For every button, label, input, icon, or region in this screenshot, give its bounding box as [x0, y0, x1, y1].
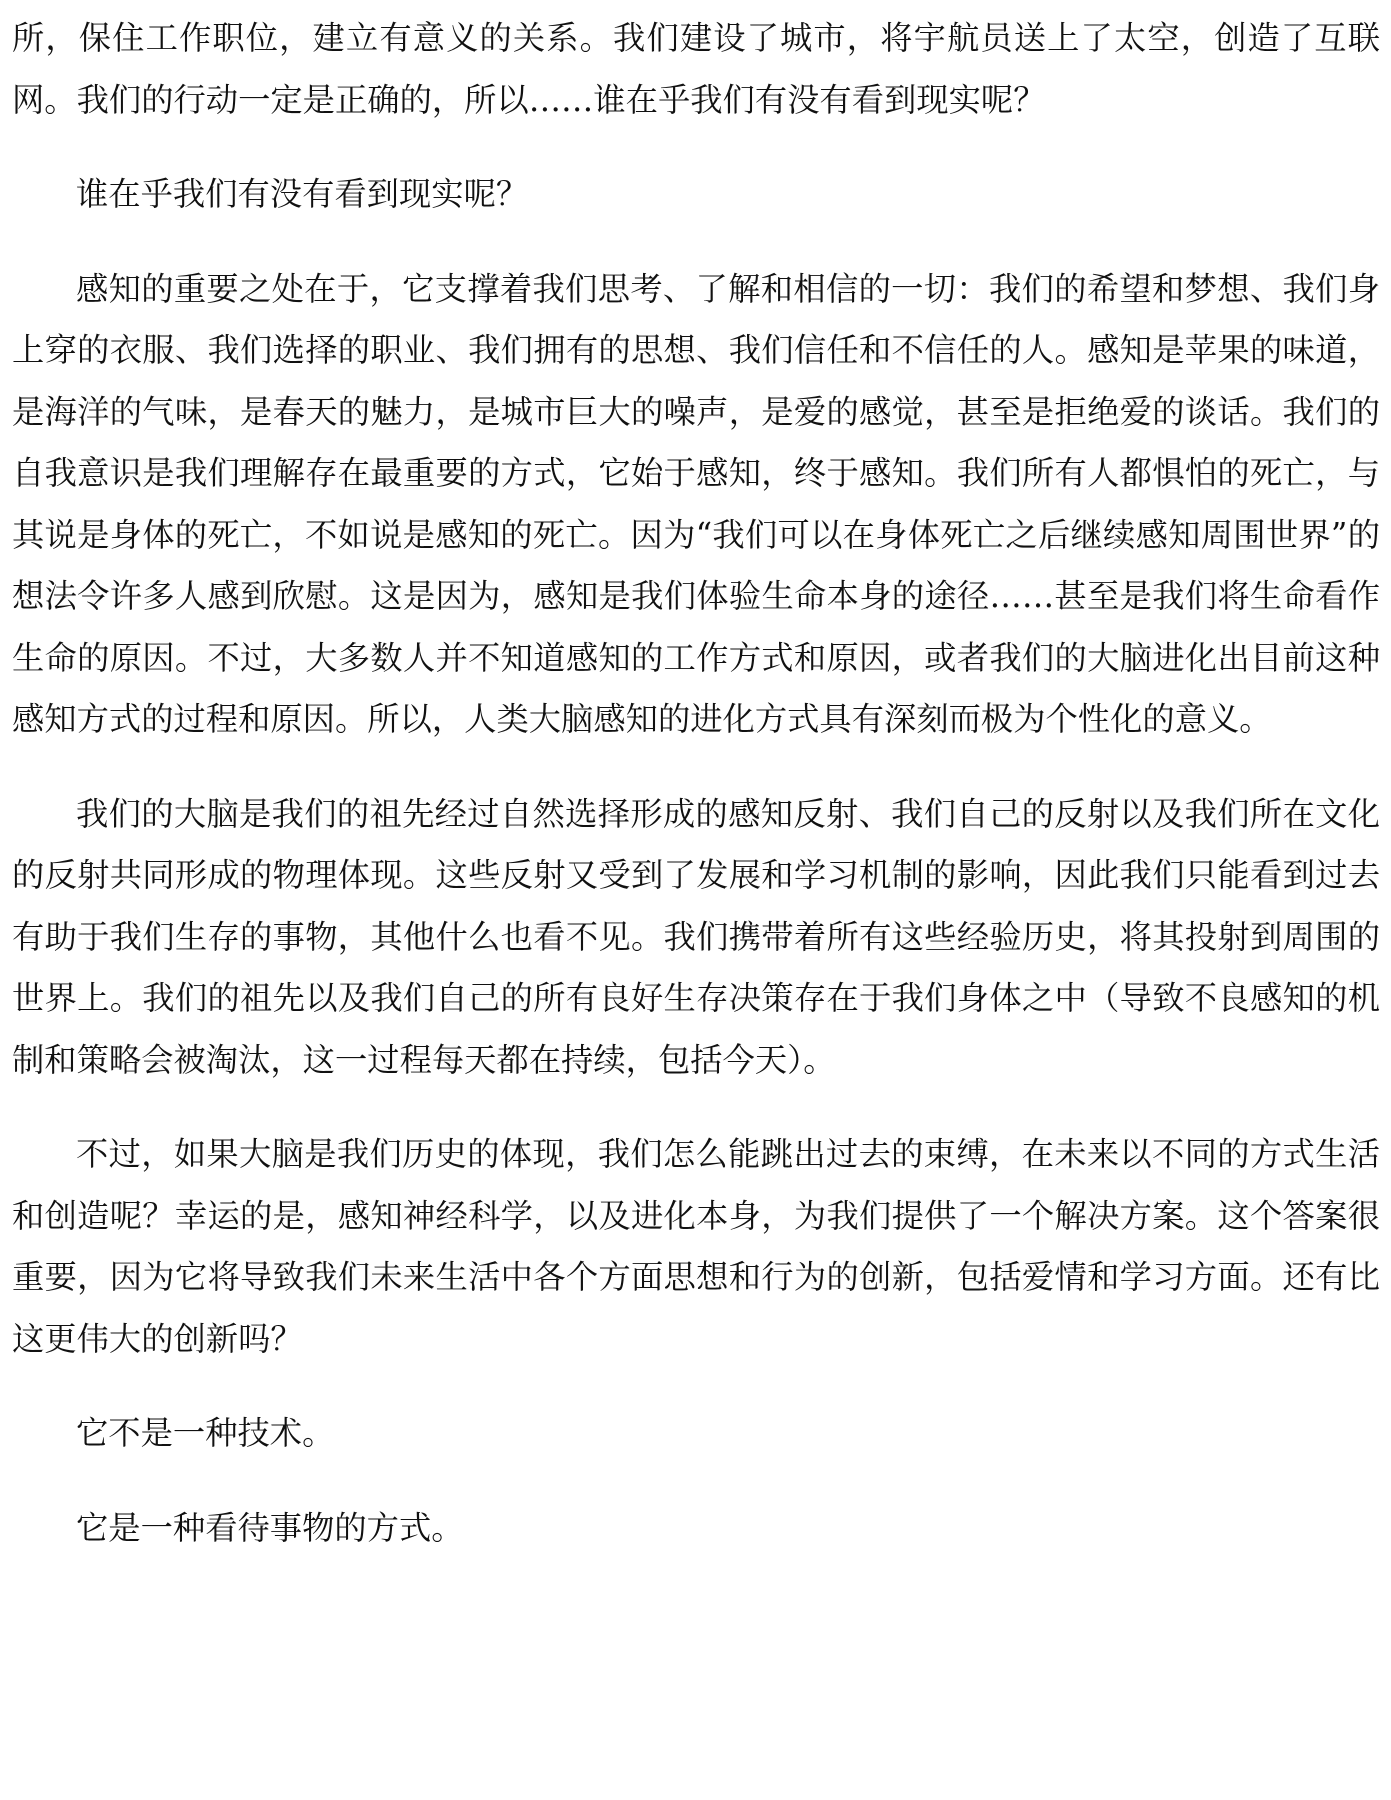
paragraph-way-of-seeing: 它是一种看待事物的方式。 [76, 1508, 464, 1547]
paragraph-question: 谁在乎我们有没有看到现实呢？ [76, 175, 529, 213]
paragraph-perception-importance: 感知的重要之处在于，它支撑着我们思考、了解和相信的一切：我们的希望和梦想、我们身上穿的衣服、我们选择的职业、我们拥有的思想、我们信任和不信任的人。感知是苹果的味道，是海洋的气味，是春天的魅力，是城市巨大的噪声，是爱的感觉，甚至是拒绝爱的谈话。我们的自我意识是我们理解存在最重要的方式，它始于感知，终于感知。我们所有人都惧怕的死亡，与其说是身体的死亡，不如说是感知的死亡。因为“我们可以在身体死亡之后继续感知周围世界”的想法令许多人感到欣慰。这是因为，感知是我们体验生命本身的途径……甚至是我们将生命看作生命的原因。不过，大多数人并不知道感知的工作方式和原因，或者我们的大脑进化出目前这种感知方式的过程和原因。所以，人类大脑感知的进化方式具有深刻而极为个性化的意义。 [12, 269, 1380, 738]
paragraph-future-innovation: 不过，如果大脑是我们历史的体现，我们怎么能跳出过去的束缚，在未来以不同的方式生活和创造呢？幸运的是，感知神经科学，以及进化本身，为我们提供了一个解决方案。这个答案很重要，因为它将导致我们未来生活中各个方面思想和行为的创新，包括爱情和学习方面。还有比这更伟大的创新吗？ [12, 1135, 1380, 1358]
paragraph-brain-reflexes: 我们的大脑是我们的祖先经过自然选择形成的感知反射、我们自己的反射以及我们所在文化的反射共同形成的物理体现。这些反射又受到了发展和学习机制的影响，因此我们只能看到过去有助于我们生存的事物，其他什么也看不见。我们携带着所有这些经验历史，将其投射到周围的世界上。我们的祖先以及我们自己的所有良好生存决策存在于我们身体之中（导致不良感知的机制和策略会被淘汰，这一过程每天都在持续，包括今天）。 [12, 794, 1380, 1079]
paragraph-continuation: 所，保住工作职位，建立有意义的关系。我们建设了城市，将宇航员送上了太空，创造了互联网。我们的行动一定是正确的，所以……谁在乎我们有没有看到现实呢？ [12, 19, 1380, 119]
paragraph-not-technology: 它不是一种技术。 [76, 1414, 335, 1452]
document-page [12, 0, 1380, 1800]
